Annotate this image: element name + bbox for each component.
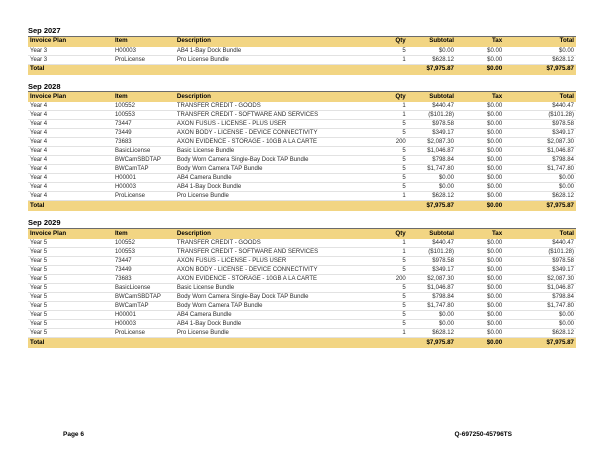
table-cell: $628.12: [504, 328, 576, 337]
column-header: Total: [504, 92, 576, 102]
table-cell: 5: [366, 183, 408, 192]
table-cell: ($101.28): [408, 111, 456, 120]
table-cell: $2,087.30: [504, 274, 576, 283]
total-cell: [175, 201, 366, 212]
table-cell: $0.00: [504, 319, 576, 328]
table-cell: $628.12: [504, 55, 576, 64]
table-cell: $628.12: [504, 192, 576, 201]
table-row: [28, 274, 576, 283]
table-cell: 73683: [113, 274, 175, 283]
column-header: Description: [175, 37, 366, 47]
table-cell: 1: [366, 247, 408, 256]
total-cell: [366, 201, 408, 212]
table-cell: 5: [366, 120, 408, 129]
table-cell: 5: [366, 47, 408, 56]
table-cell: AXON BODY - LICENSE - DEVICE CONNECTIVITY: [175, 129, 366, 138]
table-cell: 5: [366, 292, 408, 301]
invoice-table: [28, 229, 576, 348]
table-cell: $1,747.80: [504, 165, 576, 174]
table-cell: Year 4: [28, 156, 113, 165]
table-cell: $1,046.87: [408, 283, 456, 292]
table-cell: $1,046.87: [408, 147, 456, 156]
table-row: [28, 129, 576, 138]
table-cell: AXON FUSUS - LICENSE - PLUS USER: [175, 256, 366, 265]
total-row: [28, 201, 576, 212]
table-cell: TRANSFER CREDIT - SOFTWARE AND SERVICES: [175, 247, 366, 256]
column-header: Item: [113, 92, 175, 102]
table-cell: Year 4: [28, 102, 113, 111]
table-row: [28, 310, 576, 319]
table-row: [28, 147, 576, 156]
column-header: Invoice Plan: [28, 92, 113, 102]
table-cell: $0.00: [456, 111, 504, 120]
table-cell: BWCamSBDTAP: [113, 156, 175, 165]
table-cell: Year 4: [28, 165, 113, 174]
table-cell: 100553: [113, 247, 175, 256]
table-cell: BWCamTAP: [113, 165, 175, 174]
table-cell: AXON EVIDENCE - STORAGE - 10GB A LA CARTE: [175, 138, 366, 147]
invoice-table: [28, 92, 576, 211]
table-cell: ($101.28): [504, 247, 576, 256]
table-cell: Year 5: [28, 310, 113, 319]
total-cell: $0.00: [456, 64, 504, 75]
table-cell: $0.00: [456, 328, 504, 337]
invoice-section: [28, 82, 576, 212]
table-cell: 5: [366, 129, 408, 138]
table-cell: $0.00: [456, 183, 504, 192]
table-cell: AB4 1-Bay Dock Bundle: [175, 183, 366, 192]
invoice-table: [28, 37, 576, 75]
table-row: [28, 328, 576, 337]
table-cell: $2,087.30: [408, 138, 456, 147]
column-header: Invoice Plan: [28, 229, 113, 239]
table-cell: Year 5: [28, 328, 113, 337]
section-title: Sep 2027: [28, 26, 576, 37]
table-cell: Year 4: [28, 111, 113, 120]
table-header-row: [28, 37, 576, 47]
table-row: [28, 47, 576, 56]
table-cell: 5: [366, 156, 408, 165]
column-header: Total: [504, 229, 576, 239]
table-cell: Basic License Bundle: [175, 147, 366, 156]
table-cell: $0.00: [504, 183, 576, 192]
table-cell: 1: [366, 192, 408, 201]
table-cell: $0.00: [504, 47, 576, 56]
table-cell: $978.58: [408, 120, 456, 129]
table-cell: $349.17: [408, 129, 456, 138]
column-header: Description: [175, 92, 366, 102]
table-row: [28, 183, 576, 192]
table-row: [28, 247, 576, 256]
column-header: Tax: [456, 229, 504, 239]
total-cell: [113, 64, 175, 75]
table-cell: 5: [366, 265, 408, 274]
table-cell: ($101.28): [408, 247, 456, 256]
table-row: [28, 265, 576, 274]
table-cell: Basic License Bundle: [175, 283, 366, 292]
total-cell: $7,975.87: [504, 201, 576, 212]
table-row: [28, 239, 576, 248]
table-cell: ProLicense: [113, 192, 175, 201]
table-cell: Year 5: [28, 283, 113, 292]
table-row: [28, 292, 576, 301]
table-cell: H00001: [113, 174, 175, 183]
total-cell: $0.00: [456, 201, 504, 212]
table-cell: Year 5: [28, 301, 113, 310]
table-cell: $0.00: [456, 239, 504, 248]
table-cell: BasicLicense: [113, 283, 175, 292]
table-cell: $0.00: [408, 47, 456, 56]
table-cell: 1: [366, 239, 408, 248]
table-cell: $798.84: [408, 156, 456, 165]
table-row: [28, 192, 576, 201]
table-cell: $0.00: [456, 283, 504, 292]
table-cell: 5: [366, 147, 408, 156]
table-cell: AB4 Camera Bundle: [175, 310, 366, 319]
page-number: Page 6: [63, 431, 84, 438]
total-cell: $7,975.87: [504, 64, 576, 75]
table-cell: BWCamTAP: [113, 301, 175, 310]
table-cell: $0.00: [504, 310, 576, 319]
table-cell: 100552: [113, 239, 175, 248]
table-cell: $0.00: [456, 165, 504, 174]
quote-page: [28, 26, 576, 355]
table-cell: $628.12: [408, 55, 456, 64]
invoice-sections: [28, 26, 576, 348]
table-cell: $0.00: [456, 138, 504, 147]
table-row: [28, 138, 576, 147]
table-cell: $0.00: [456, 129, 504, 138]
table-cell: Year 4: [28, 129, 113, 138]
table-cell: BWCamSBDTAP: [113, 292, 175, 301]
table-row: [28, 256, 576, 265]
table-row: [28, 283, 576, 292]
table-row: [28, 165, 576, 174]
table-cell: $0.00: [408, 174, 456, 183]
table-cell: 100552: [113, 102, 175, 111]
table-cell: TRANSFER CREDIT - GOODS: [175, 239, 366, 248]
table-cell: $440.47: [408, 239, 456, 248]
table-cell: Year 5: [28, 265, 113, 274]
table-cell: $440.47: [408, 102, 456, 111]
table-cell: $0.00: [456, 256, 504, 265]
table-cell: $0.00: [456, 120, 504, 129]
table-cell: $0.00: [456, 310, 504, 319]
table-cell: AB4 Camera Bundle: [175, 174, 366, 183]
table-cell: $798.84: [408, 292, 456, 301]
total-cell: [113, 201, 175, 212]
invoice-section: [28, 26, 576, 75]
total-cell: [113, 337, 175, 348]
table-cell: $0.00: [456, 247, 504, 256]
table-cell: $0.00: [456, 174, 504, 183]
table-cell: H00003: [113, 183, 175, 192]
table-cell: $1,747.80: [504, 301, 576, 310]
table-cell: Year 4: [28, 192, 113, 201]
table-cell: $0.00: [504, 174, 576, 183]
table-cell: $978.58: [504, 120, 576, 129]
table-cell: H00001: [113, 310, 175, 319]
table-cell: $1,747.80: [408, 301, 456, 310]
table-cell: Body Worn Camera Single-Bay Dock TAP Bundle: [175, 292, 366, 301]
table-cell: $0.00: [456, 274, 504, 283]
total-cell: $0.00: [456, 337, 504, 348]
column-header: Subtotal: [408, 37, 456, 47]
table-cell: 73447: [113, 256, 175, 265]
table-cell: 5: [366, 301, 408, 310]
table-cell: Year 5: [28, 292, 113, 301]
table-row: [28, 102, 576, 111]
table-cell: AB4 1-Bay Dock Bundle: [175, 47, 366, 56]
table-cell: $628.12: [408, 192, 456, 201]
table-cell: $349.17: [504, 265, 576, 274]
table-row: [28, 174, 576, 183]
table-cell: $440.47: [504, 102, 576, 111]
total-cell: $7,975.87: [504, 337, 576, 348]
table-cell: $1,046.87: [504, 147, 576, 156]
table-header-row: [28, 92, 576, 102]
column-header: Invoice Plan: [28, 37, 113, 47]
table-cell: AXON BODY - LICENSE - DEVICE CONNECTIVITY: [175, 265, 366, 274]
table-cell: 5: [366, 256, 408, 265]
table-body: [28, 239, 576, 338]
table-cell: H00003: [113, 319, 175, 328]
table-cell: Year 3: [28, 55, 113, 64]
column-header: Tax: [456, 92, 504, 102]
total-row: [28, 337, 576, 348]
table-cell: Pro License Bundle: [175, 328, 366, 337]
column-header: Total: [504, 37, 576, 47]
table-cell: H00003: [113, 47, 175, 56]
table-cell: Year 4: [28, 183, 113, 192]
table-row: [28, 120, 576, 129]
column-header: Description: [175, 229, 366, 239]
table-cell: 1: [366, 55, 408, 64]
column-header: Qty: [366, 92, 408, 102]
table-cell: $0.00: [408, 319, 456, 328]
table-cell: $349.17: [408, 265, 456, 274]
table-body: [28, 102, 576, 201]
table-cell: $1,046.87: [504, 283, 576, 292]
table-cell: 1: [366, 111, 408, 120]
table-cell: ProLicense: [113, 55, 175, 64]
table-row: [28, 156, 576, 165]
table-cell: Body Worn Camera TAP Bundle: [175, 165, 366, 174]
column-header: Subtotal: [408, 92, 456, 102]
column-header: Item: [113, 229, 175, 239]
table-cell: 73683: [113, 138, 175, 147]
table-cell: $0.00: [456, 292, 504, 301]
table-cell: Year 5: [28, 319, 113, 328]
column-header: Tax: [456, 37, 504, 47]
table-cell: $978.58: [408, 256, 456, 265]
table-header-row: [28, 229, 576, 239]
table-cell: $0.00: [456, 47, 504, 56]
table-cell: ($101.28): [504, 111, 576, 120]
total-cell: $7,975.87: [408, 64, 456, 75]
table-cell: TRANSFER CREDIT - SOFTWARE AND SERVICES: [175, 111, 366, 120]
table-cell: Year 5: [28, 256, 113, 265]
total-cell: [366, 337, 408, 348]
table-row: [28, 301, 576, 310]
table-cell: 5: [366, 174, 408, 183]
table-cell: $2,087.30: [504, 138, 576, 147]
table-cell: 200: [366, 274, 408, 283]
table-cell: 100553: [113, 111, 175, 120]
table-cell: AB4 1-Bay Dock Bundle: [175, 319, 366, 328]
table-cell: $0.00: [408, 310, 456, 319]
table-cell: $798.84: [504, 292, 576, 301]
total-cell: $7,975.87: [408, 201, 456, 212]
total-cell: [366, 64, 408, 75]
table-cell: $0.00: [456, 156, 504, 165]
table-cell: 5: [366, 310, 408, 319]
table-cell: $628.12: [408, 328, 456, 337]
table-cell: $0.00: [456, 55, 504, 64]
section-title: Sep 2028: [28, 82, 576, 93]
table-cell: $1,747.80: [408, 165, 456, 174]
table-cell: Year 5: [28, 247, 113, 256]
table-cell: 73449: [113, 265, 175, 274]
table-row: [28, 319, 576, 328]
table-cell: Year 4: [28, 138, 113, 147]
table-cell: $0.00: [408, 183, 456, 192]
table-cell: Year 4: [28, 120, 113, 129]
table-row: [28, 55, 576, 64]
total-label: Total: [28, 201, 113, 212]
table-cell: 5: [366, 319, 408, 328]
table-cell: Year 5: [28, 274, 113, 283]
table-cell: $349.17: [504, 129, 576, 138]
table-cell: BasicLicense: [113, 147, 175, 156]
total-label: Total: [28, 64, 113, 75]
table-cell: Pro License Bundle: [175, 55, 366, 64]
table-cell: $0.00: [456, 319, 504, 328]
total-cell: $7,975.87: [408, 337, 456, 348]
table-cell: Body Worn Camera Single-Bay Dock TAP Bundle: [175, 156, 366, 165]
table-cell: $0.00: [456, 102, 504, 111]
table-cell: 200: [366, 138, 408, 147]
table-cell: $440.47: [504, 239, 576, 248]
table-cell: 5: [366, 165, 408, 174]
table-cell: $2,087.30: [408, 274, 456, 283]
table-cell: $0.00: [456, 192, 504, 201]
table-cell: Year 3: [28, 47, 113, 56]
column-header: Qty: [366, 229, 408, 239]
table-cell: Year 5: [28, 239, 113, 248]
table-cell: ProLicense: [113, 328, 175, 337]
table-cell: Pro License Bundle: [175, 192, 366, 201]
table-cell: Year 4: [28, 147, 113, 156]
column-header: Subtotal: [408, 229, 456, 239]
table-body: [28, 47, 576, 65]
table-cell: 5: [366, 283, 408, 292]
section-title: Sep 2029: [28, 218, 576, 229]
table-cell: 73447: [113, 120, 175, 129]
column-header: Item: [113, 37, 175, 47]
total-row: [28, 64, 576, 75]
table-cell: TRANSFER CREDIT - GOODS: [175, 102, 366, 111]
table-cell: 1: [366, 102, 408, 111]
table-cell: Year 4: [28, 174, 113, 183]
table-cell: $0.00: [456, 265, 504, 274]
column-header: Qty: [366, 37, 408, 47]
table-cell: AXON EVIDENCE - STORAGE - 10GB A LA CARTE: [175, 274, 366, 283]
table-cell: 1: [366, 328, 408, 337]
total-label: Total: [28, 337, 113, 348]
table-cell: $978.58: [504, 256, 576, 265]
table-cell: $0.00: [456, 301, 504, 310]
table-cell: Body Worn Camera TAP Bundle: [175, 301, 366, 310]
table-cell: $0.00: [456, 147, 504, 156]
table-cell: 73449: [113, 129, 175, 138]
table-row: [28, 111, 576, 120]
quote-number: Q-697250-45796TS: [454, 431, 512, 438]
total-cell: [175, 64, 366, 75]
table-cell: $798.84: [504, 156, 576, 165]
table-cell: AXON FUSUS - LICENSE - PLUS USER: [175, 120, 366, 129]
invoice-section: [28, 218, 576, 348]
total-cell: [175, 337, 366, 348]
